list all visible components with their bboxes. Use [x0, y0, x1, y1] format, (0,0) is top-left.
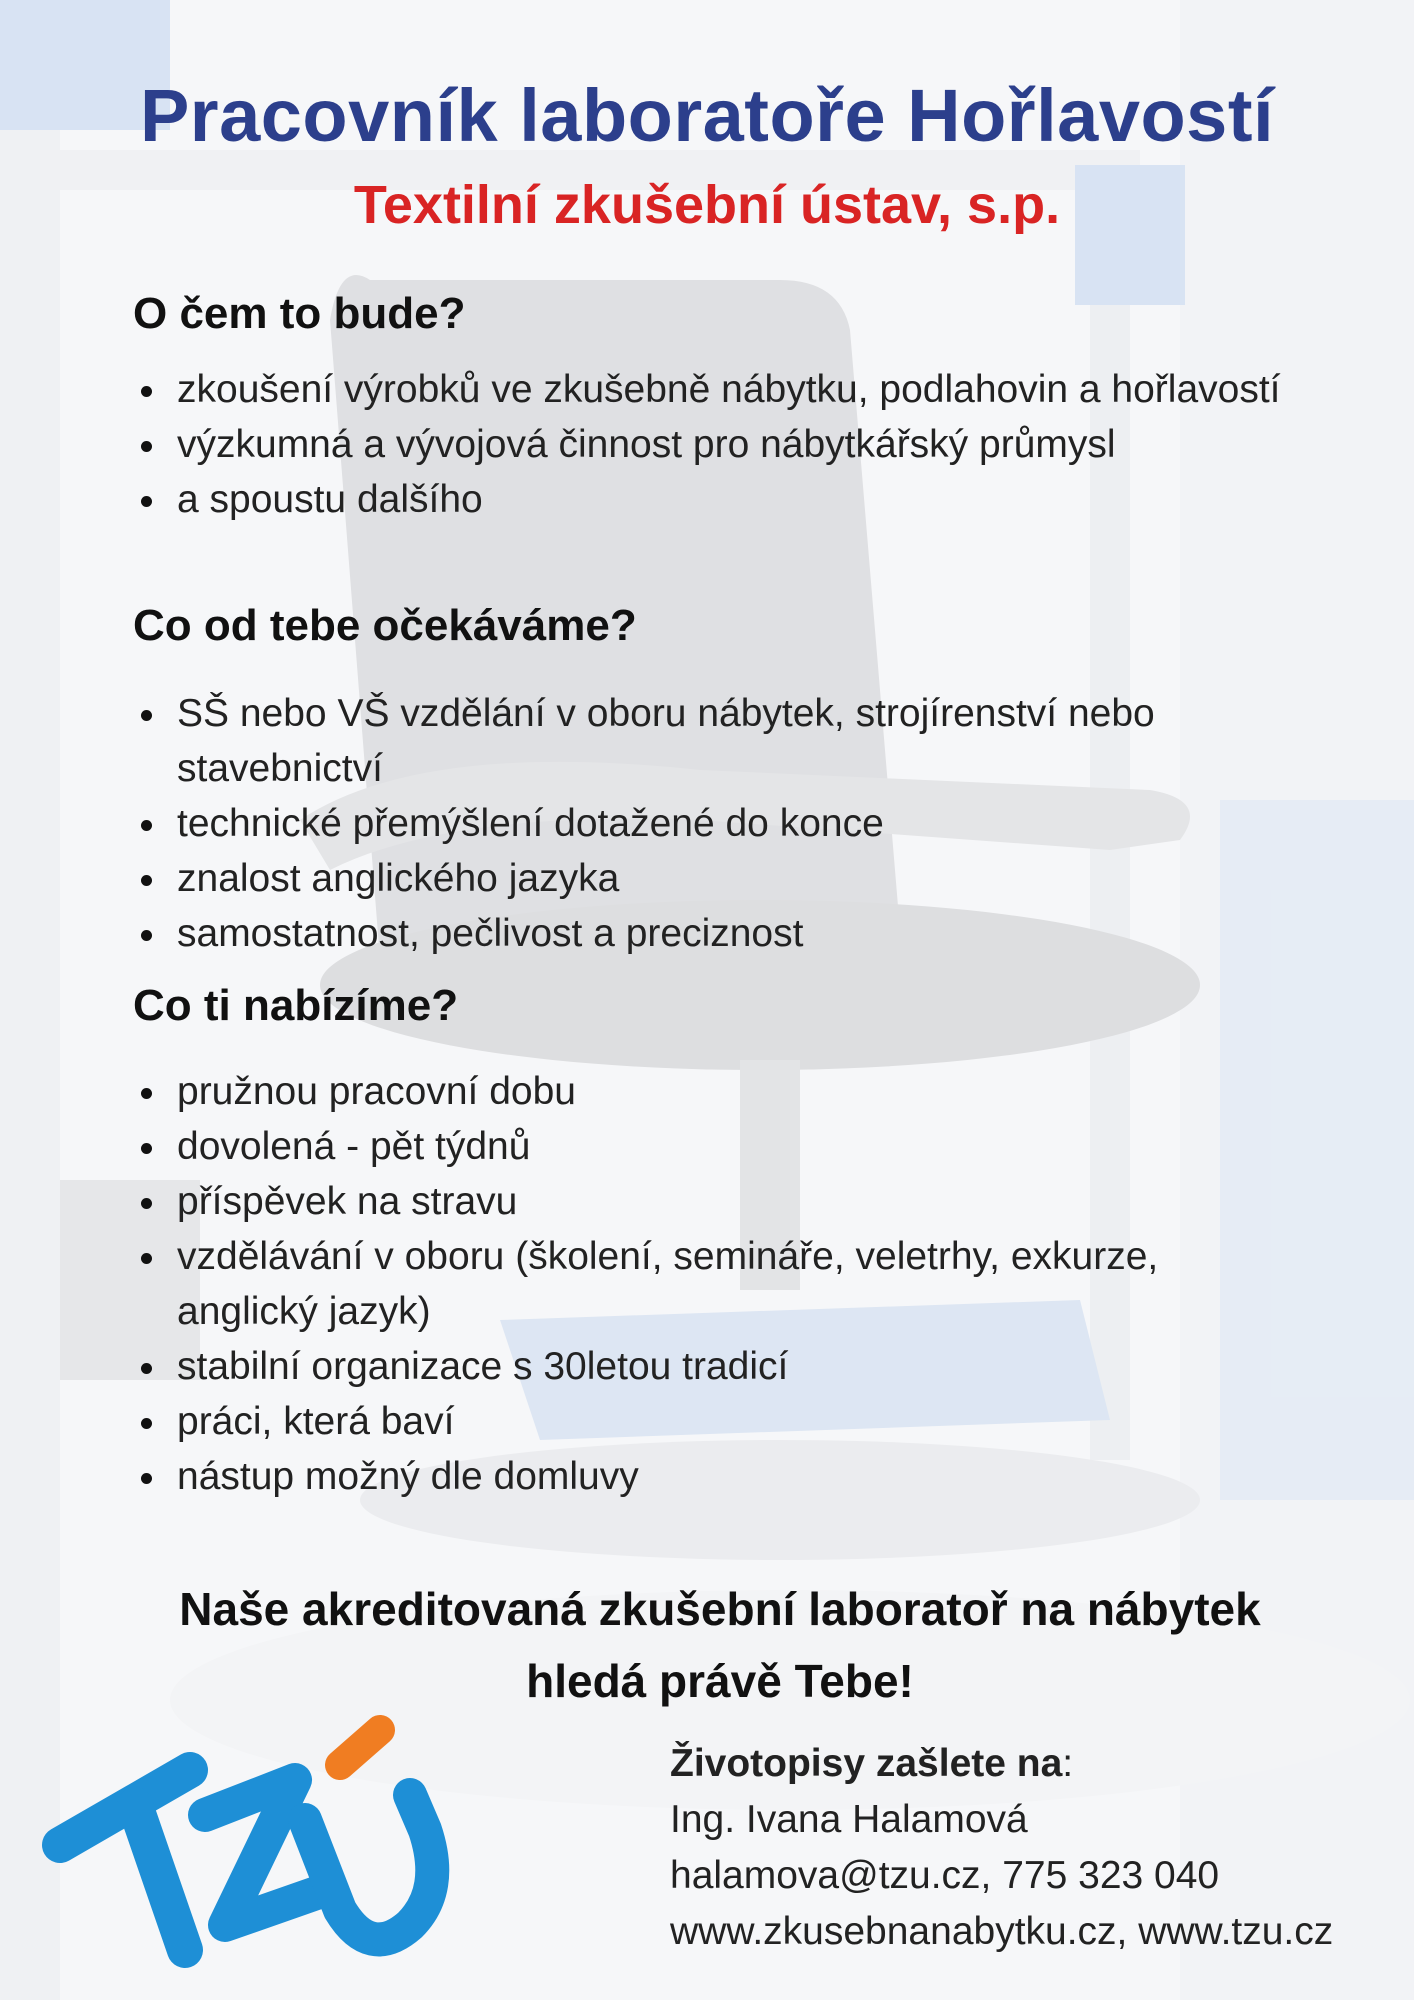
- contact-label: Životopisy zašlete na: [670, 1742, 1063, 1785]
- contact-label-line: Životopisy zašlete na:: [670, 1742, 1074, 1785]
- list-item: pružnou pracovní dobu: [133, 1064, 1253, 1119]
- contact-email-phone[interactable]: halamova@tzu.cz, 775 323 040: [670, 1854, 1220, 1897]
- list-item: samostatnost, pečlivost a preciznost: [133, 906, 1253, 961]
- contact-websites[interactable]: www.zkusebnanabytku.cz, www.tzu.cz: [670, 1910, 1334, 1953]
- expectations-list: [133, 686, 1253, 961]
- list-item: technické přemýšlení dotažené do konce: [133, 796, 1253, 851]
- list-item: a spoustu dalšího: [133, 472, 1393, 527]
- bullet-icon: [141, 1088, 152, 1099]
- list-item: SŠ nebo VŠ vzdělání v oboru nábytek, strojírenství nebo stavebnictví: [133, 686, 1253, 796]
- bullet-icon: [141, 496, 152, 507]
- tagline-line-1: Naše akreditovaná zkušební laboratoř na nábytek: [179, 1583, 1261, 1635]
- company-name: Textilní zkušební ústav, s.p.: [353, 175, 1061, 235]
- contact-block: [670, 1736, 1333, 1960]
- bullet-icon: [141, 441, 152, 452]
- bullet-icon: [141, 1473, 152, 1484]
- section-heading-offer: Co ti nabízíme?: [133, 981, 459, 1030]
- list-item: vzdělávání v oboru (školení, semináře, veletrhy, exkurze, anglický jazyk): [133, 1229, 1253, 1339]
- tagline: [60, 1573, 1380, 1717]
- bullet-icon: [141, 1418, 152, 1429]
- list-item: výzkumná a vývojová činnost pro nábytkářský průmysl: [133, 417, 1393, 472]
- tagline-line-2: hledá právě Tebe!: [526, 1655, 914, 1707]
- bullet-icon: [141, 1143, 152, 1154]
- list-item: zkoušení výrobků ve zkušebně nábytku, podlahovin a hořlavostí: [133, 362, 1393, 417]
- list-item: příspěvek na stravu: [133, 1174, 1253, 1229]
- offer-list: [133, 1064, 1253, 1504]
- bullet-icon: [141, 1363, 152, 1374]
- list-item: práci, která baví: [133, 1394, 1253, 1449]
- bullet-icon: [141, 710, 152, 721]
- bullet-icon: [141, 930, 152, 941]
- bullet-icon: [141, 1198, 152, 1209]
- list-item: nástup možný dle domluvy: [133, 1449, 1253, 1504]
- tzu-logo-icon: [40, 1710, 460, 1980]
- about-list: [133, 362, 1393, 527]
- bullet-icon: [141, 875, 152, 886]
- list-item: dovolená - pět týdnů: [133, 1119, 1253, 1174]
- list-item: stabilní organizace s 30letou tradicí: [133, 1339, 1253, 1394]
- list-item: znalost anglického jazyka: [133, 851, 1253, 906]
- bullet-icon: [141, 386, 152, 397]
- bullet-icon: [141, 820, 152, 831]
- contact-name: Ing. Ivana Halamová: [670, 1798, 1028, 1841]
- page-title: Pracovník laboratoře Hořlavostí: [139, 74, 1275, 157]
- section-heading-about: O čem to bude?: [133, 289, 466, 338]
- section-heading-expectations: Co od tebe očekáváme?: [133, 601, 637, 650]
- bullet-icon: [141, 1253, 152, 1264]
